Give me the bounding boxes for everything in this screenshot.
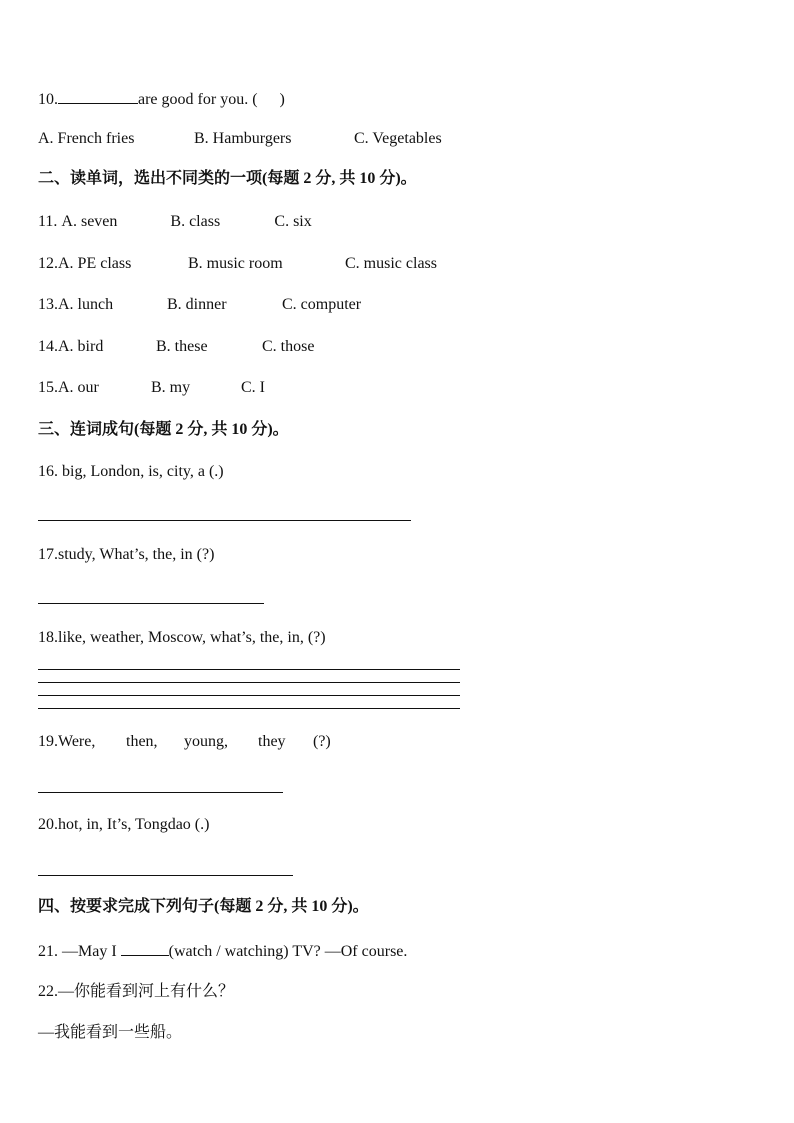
question-12 xyxy=(38,254,437,274)
answer-line[interactable] xyxy=(38,669,460,670)
question-10-options xyxy=(38,129,442,149)
section-2-title: 二、读单词，选出不同类的一项(每题 2 分, 共 10 分)。 xyxy=(38,170,417,187)
option-a: A. seven xyxy=(61,213,118,230)
answer-blank[interactable] xyxy=(58,88,138,104)
option-b: B. these xyxy=(156,338,208,355)
question-number: 10. xyxy=(38,91,58,108)
question-20: 20.hot, in, It’s, Tongdao (.) xyxy=(38,816,210,833)
option-a: A. French fries xyxy=(38,130,135,147)
answer-line[interactable] xyxy=(38,695,460,696)
question-18: 18.like, weather, Moscow, what’s, the, in, (?) xyxy=(38,629,326,646)
question-15 xyxy=(38,378,265,398)
question-14 xyxy=(38,337,314,357)
option-c: C. Vegetables xyxy=(354,130,442,147)
option-c: C. computer xyxy=(282,296,362,313)
option-b: B. Hamburgers xyxy=(194,130,292,147)
answer-blank[interactable] xyxy=(121,940,169,956)
answer-line[interactable] xyxy=(38,708,460,709)
question-13 xyxy=(38,295,361,315)
question-19 xyxy=(38,732,331,752)
question-22-line-2: —我能看到一些船。 xyxy=(38,1024,183,1041)
question-22-line-1: 22.—你能看到河上有什么？ xyxy=(38,983,235,1000)
answer-line[interactable] xyxy=(38,792,283,793)
question-text: (watch / watching) TV? —Of course. xyxy=(168,943,408,960)
question-21 xyxy=(38,940,407,962)
option-c: C. music class xyxy=(345,255,437,272)
question-number: 14. xyxy=(38,338,58,355)
question-11 xyxy=(38,212,312,232)
option-a: A. our xyxy=(58,379,99,396)
option-c: C. six xyxy=(274,213,312,230)
option-a: A. bird xyxy=(58,338,104,355)
word: they xyxy=(258,733,286,750)
question-10 xyxy=(38,88,285,110)
question-number: 12. xyxy=(38,255,58,272)
option-c: C. I xyxy=(241,379,265,396)
question-16: 16. big, London, is, city, a (.) xyxy=(38,463,224,480)
question-number: 13. xyxy=(38,296,58,313)
question-number: 21. xyxy=(38,943,58,960)
option-b: B. dinner xyxy=(167,296,227,313)
answer-line[interactable] xyxy=(38,682,460,683)
question-text: —May I xyxy=(62,943,117,960)
answer-paren-close: ) xyxy=(279,91,285,108)
option-a: A. PE class xyxy=(58,255,132,272)
question-text: are good for you. ( xyxy=(138,91,258,108)
section-4-title: 四、按要求完成下列句子(每题 2 分, 共 10 分)。 xyxy=(38,898,369,915)
option-a: A. lunch xyxy=(58,296,114,313)
answer-line[interactable] xyxy=(38,603,264,604)
word: Were, xyxy=(58,733,96,750)
question-17: 17.study, What’s, the, in (?) xyxy=(38,546,215,563)
option-b: B. class xyxy=(170,213,221,230)
word: young, xyxy=(184,733,228,750)
question-number: 15. xyxy=(38,379,58,396)
option-b: B. my xyxy=(151,379,191,396)
section-3-title: 三、连词成句(每题 2 分, 共 10 分)。 xyxy=(38,421,289,438)
option-c: C. those xyxy=(262,338,315,355)
question-number: 11. xyxy=(38,213,58,230)
word: (?) xyxy=(313,733,331,750)
answer-line[interactable] xyxy=(38,875,293,876)
word: then, xyxy=(126,733,158,750)
answer-line[interactable] xyxy=(38,520,411,521)
option-b: B. music room xyxy=(188,255,283,272)
question-number: 19. xyxy=(38,733,58,750)
